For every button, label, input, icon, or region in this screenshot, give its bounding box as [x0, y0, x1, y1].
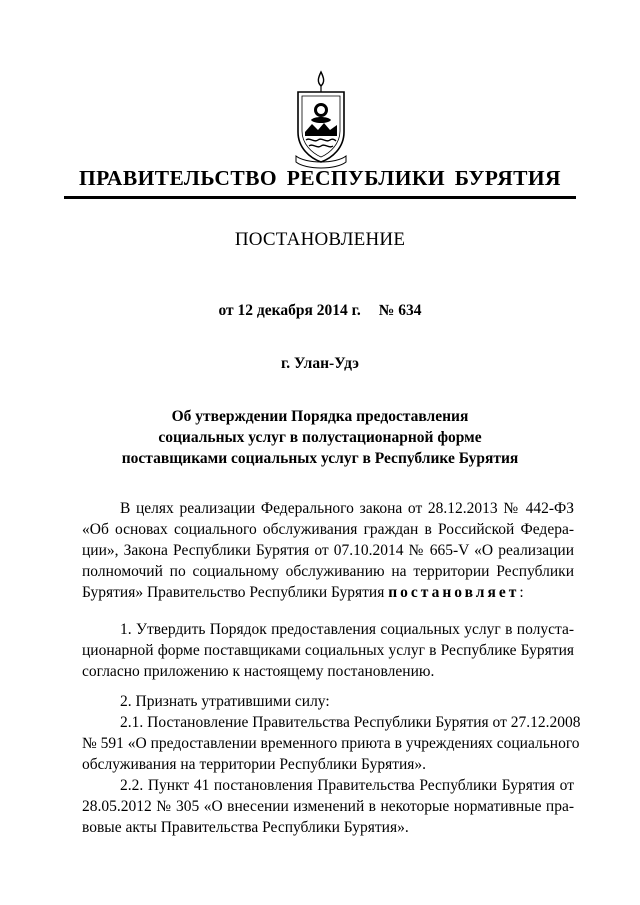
document-date: от 12 декабря 2014 г.: [218, 302, 361, 319]
preamble-last-text: Бурятия» Правительство Республики Бурятия: [82, 584, 389, 601]
paragraph-line: [82, 582, 574, 603]
paragraph-line: № 591 «О предоставлении временного приюта в учреждениях социального: [82, 735, 580, 752]
date-line: [0, 302, 640, 320]
paragraph-line: полномочий по социальному обслуживанию на территории Республики: [82, 563, 574, 580]
header-divider: [64, 196, 576, 199]
paragraph-line: 2.2. Пункт 41 постановления Правительства Республики Бурятия от: [120, 777, 574, 794]
preamble-paragraph: [82, 498, 574, 603]
paragraph-line: 1. Утвердить Порядок предоставления социальных услуг в полуста-: [120, 621, 574, 638]
paragraph-line: В целях реализации Федерального закона от 28.12.2013 № 442-ФЗ: [120, 500, 574, 517]
item-1-paragraph: [82, 619, 574, 682]
paragraph-line: 2.1. Постановление Правительства Республики Бурятия от 27.12.2008: [120, 714, 581, 731]
paragraph-line: обслуживания на территории Республики Бурятия».: [82, 756, 427, 773]
government-name: ПРАВИТЕЛЬСТВО РЕСПУБЛИКИ БУРЯТИЯ: [79, 166, 561, 190]
document-type: ПОСТАНОВЛЕНИЕ: [234, 229, 406, 250]
title-line: Об утверждении Порядка предоставления: [171, 408, 469, 425]
paragraph-line: согласно приложению к настоящему постановлению.: [82, 663, 435, 680]
paragraph-line: «Об основах социального обслуживания граждан в Российской Федера-: [82, 521, 574, 538]
title-line: социальных услуг в полустационарной форме: [158, 429, 482, 446]
title-line: поставщиками социальных услуг в Республике Бурятия: [121, 450, 519, 467]
colon: :: [519, 584, 524, 601]
paragraph-line: 28.05.2012 № 305 «О внесении изменений в некоторые нормативные пра-: [82, 798, 574, 815]
document-title: [0, 406, 640, 469]
city: г. Улан-Удэ: [280, 355, 359, 372]
item-2-paragraph: [82, 691, 581, 838]
paragraph-line: 2. Признать утратившими силу:: [120, 693, 330, 710]
coat-of-arms-emblem: [294, 70, 348, 170]
paragraph-line: ционарной форме поставщиками социальных услуг в Республике Бурятия: [82, 642, 574, 659]
paragraph-line: ции», Закона Республики Бурятия от 07.10.2014 № 665-V «О реализации: [82, 542, 574, 559]
document-number: № 634: [378, 302, 422, 319]
paragraph-line: вовые акты Правительства Республики Бурятия».: [82, 819, 409, 836]
decree-word: постановляет: [388, 584, 520, 601]
